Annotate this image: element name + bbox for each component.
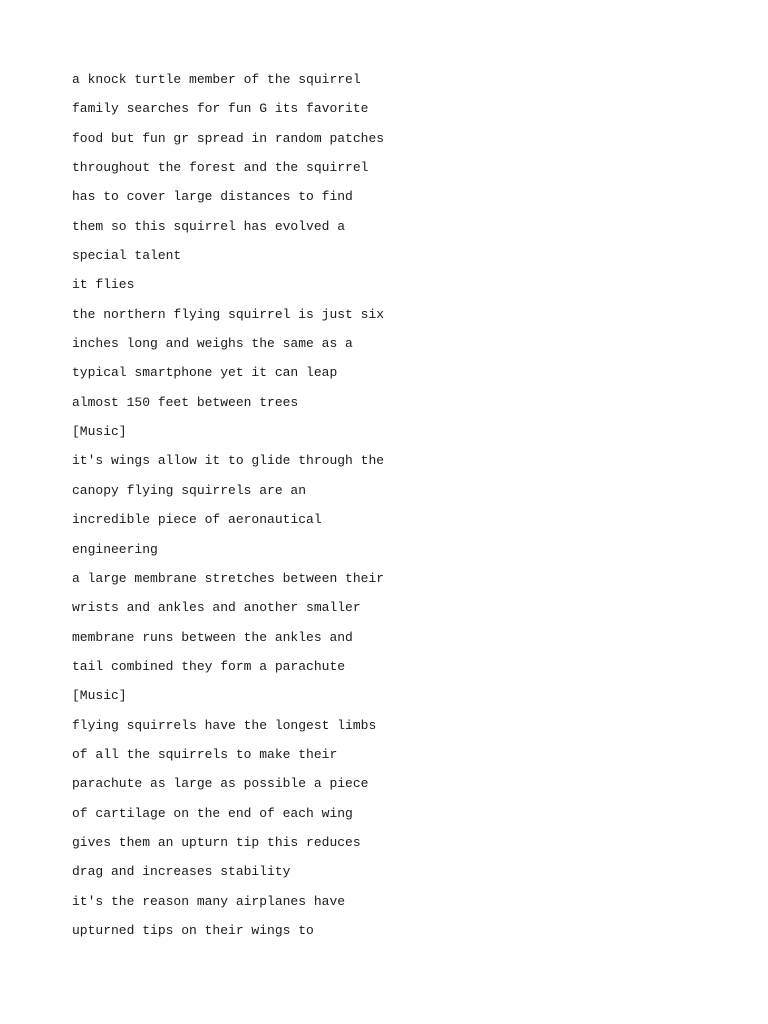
- transcript-line: typical smartphone yet it can leap: [72, 365, 338, 381]
- transcript-line: inches long and weighs the same as a: [72, 336, 353, 352]
- transcript-line: upturned tips on their wings to: [72, 922, 314, 938]
- transcript-line: food but fun gr spread in random patches: [72, 130, 385, 146]
- transcript-line: [Music]: [72, 688, 127, 704]
- transcript-line: of all the squirrels to make their: [72, 746, 338, 762]
- transcript-line: flying squirrels have the longest limbs: [72, 717, 377, 733]
- transcript-line: it's the reason many airplanes have: [72, 893, 346, 909]
- transcript-line: gives them an upturn tip this reduces: [72, 834, 361, 850]
- transcript-line: tail combined they form a parachute: [72, 658, 346, 674]
- transcript-line: a large membrane stretches between their: [72, 570, 385, 586]
- transcript-line: membrane runs between the ankles and: [72, 629, 353, 645]
- transcript-line: the northern flying squirrel is just six: [72, 306, 385, 322]
- transcript-line: almost 150 feet between trees: [72, 394, 299, 410]
- transcript-text: [72, 65, 384, 945]
- transcript-line: throughout the forest and the squirrel: [72, 160, 369, 176]
- transcript-line: engineering: [72, 541, 158, 557]
- transcript-line: wrists and ankles and another smaller: [72, 600, 361, 616]
- transcript-line: special talent: [72, 248, 182, 264]
- transcript-line: family searches for fun G its favorite: [72, 101, 369, 117]
- transcript-line: has to cover large distances to find: [72, 189, 353, 205]
- transcript-line: drag and increases stability: [72, 864, 291, 880]
- transcript-line: parachute as large as possible a piece: [72, 776, 369, 792]
- transcript-line: it flies: [72, 277, 135, 293]
- transcript-line: of cartilage on the end of each wing: [72, 805, 353, 821]
- transcript-line: canopy flying squirrels are an: [72, 482, 307, 498]
- transcript-line: incredible piece of aeronautical: [72, 512, 322, 528]
- transcript-line: them so this squirrel has evolved a: [72, 218, 346, 234]
- transcript-line: it's wings allow it to glide through the: [72, 453, 385, 469]
- transcript-line: a knock turtle member of the squirrel: [72, 72, 361, 87]
- transcript-line: [Music]: [72, 424, 127, 440]
